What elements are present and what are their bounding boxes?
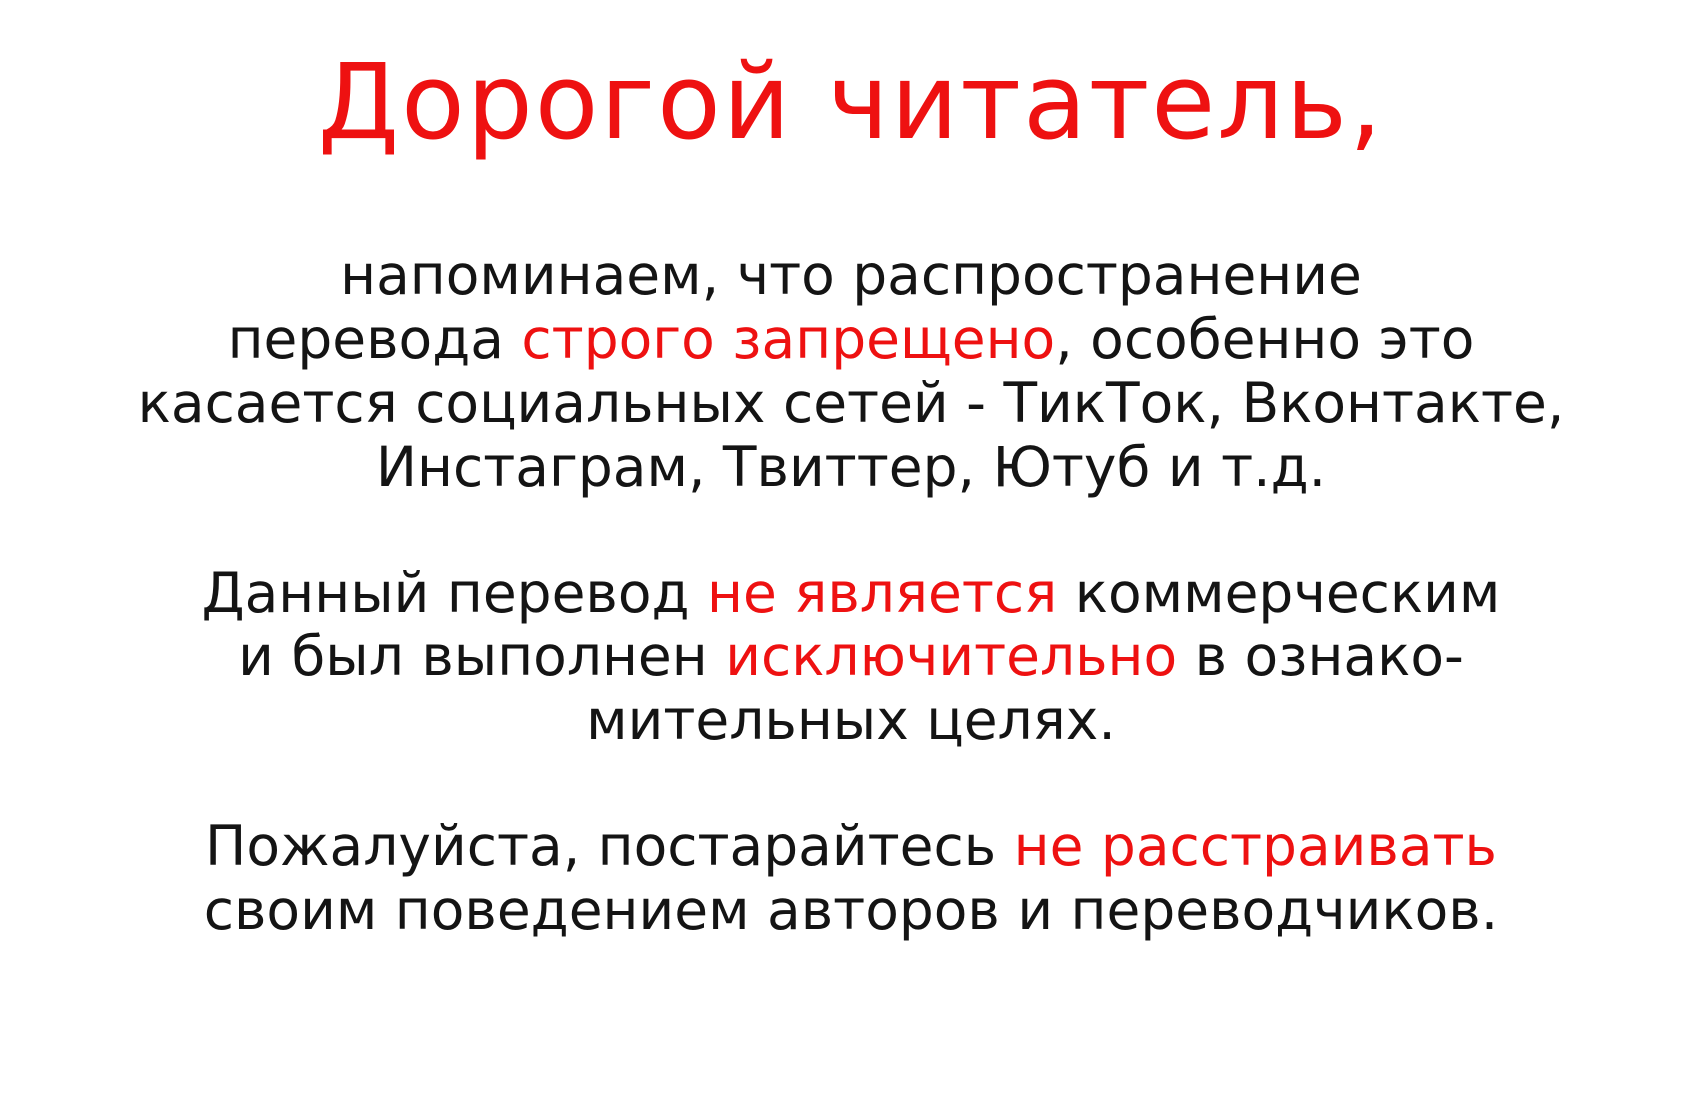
text-line	[138, 308, 1565, 372]
text-line	[138, 436, 1565, 500]
plain-text: Пожалуйста, постарайтесь	[205, 813, 1014, 878]
highlighted-text: не является	[707, 560, 1058, 625]
plain-text: Инстаграм, Твиттер, Ютуб и т.д.	[375, 434, 1327, 499]
paragraph-distribution-notice	[138, 244, 1565, 499]
plain-text: мительных целях.	[586, 688, 1116, 753]
plain-text: коммерческим	[1057, 560, 1501, 625]
plain-text: напоминаем, что распространение	[340, 243, 1362, 308]
text-line	[138, 244, 1565, 308]
text-line	[202, 562, 1501, 626]
text-line	[202, 689, 1501, 753]
plain-text: в ознако-	[1177, 624, 1464, 689]
paragraph-non-commercial-notice	[202, 562, 1501, 753]
highlighted-text: не расстраивать	[1013, 813, 1497, 878]
plain-text: Данный перевод	[201, 560, 707, 625]
text-line	[202, 625, 1501, 689]
highlighted-text: исключительно	[725, 624, 1178, 689]
plain-text: своим поведением авторов и переводчиков.	[203, 877, 1499, 942]
text-line	[204, 815, 1498, 879]
page-title: Дорогой читатель,	[317, 41, 1385, 163]
paragraph-politeness-request	[204, 815, 1498, 943]
plain-text: , особенно это	[1055, 307, 1475, 372]
plain-text: касается социальных сетей - ТикТок, Вконтакте,	[137, 370, 1565, 435]
highlighted-text: строго запрещено	[521, 307, 1056, 372]
plain-text: и был выполнен	[238, 624, 726, 689]
text-line	[138, 372, 1565, 436]
text-line	[204, 879, 1498, 943]
plain-text: перевода	[227, 307, 522, 372]
